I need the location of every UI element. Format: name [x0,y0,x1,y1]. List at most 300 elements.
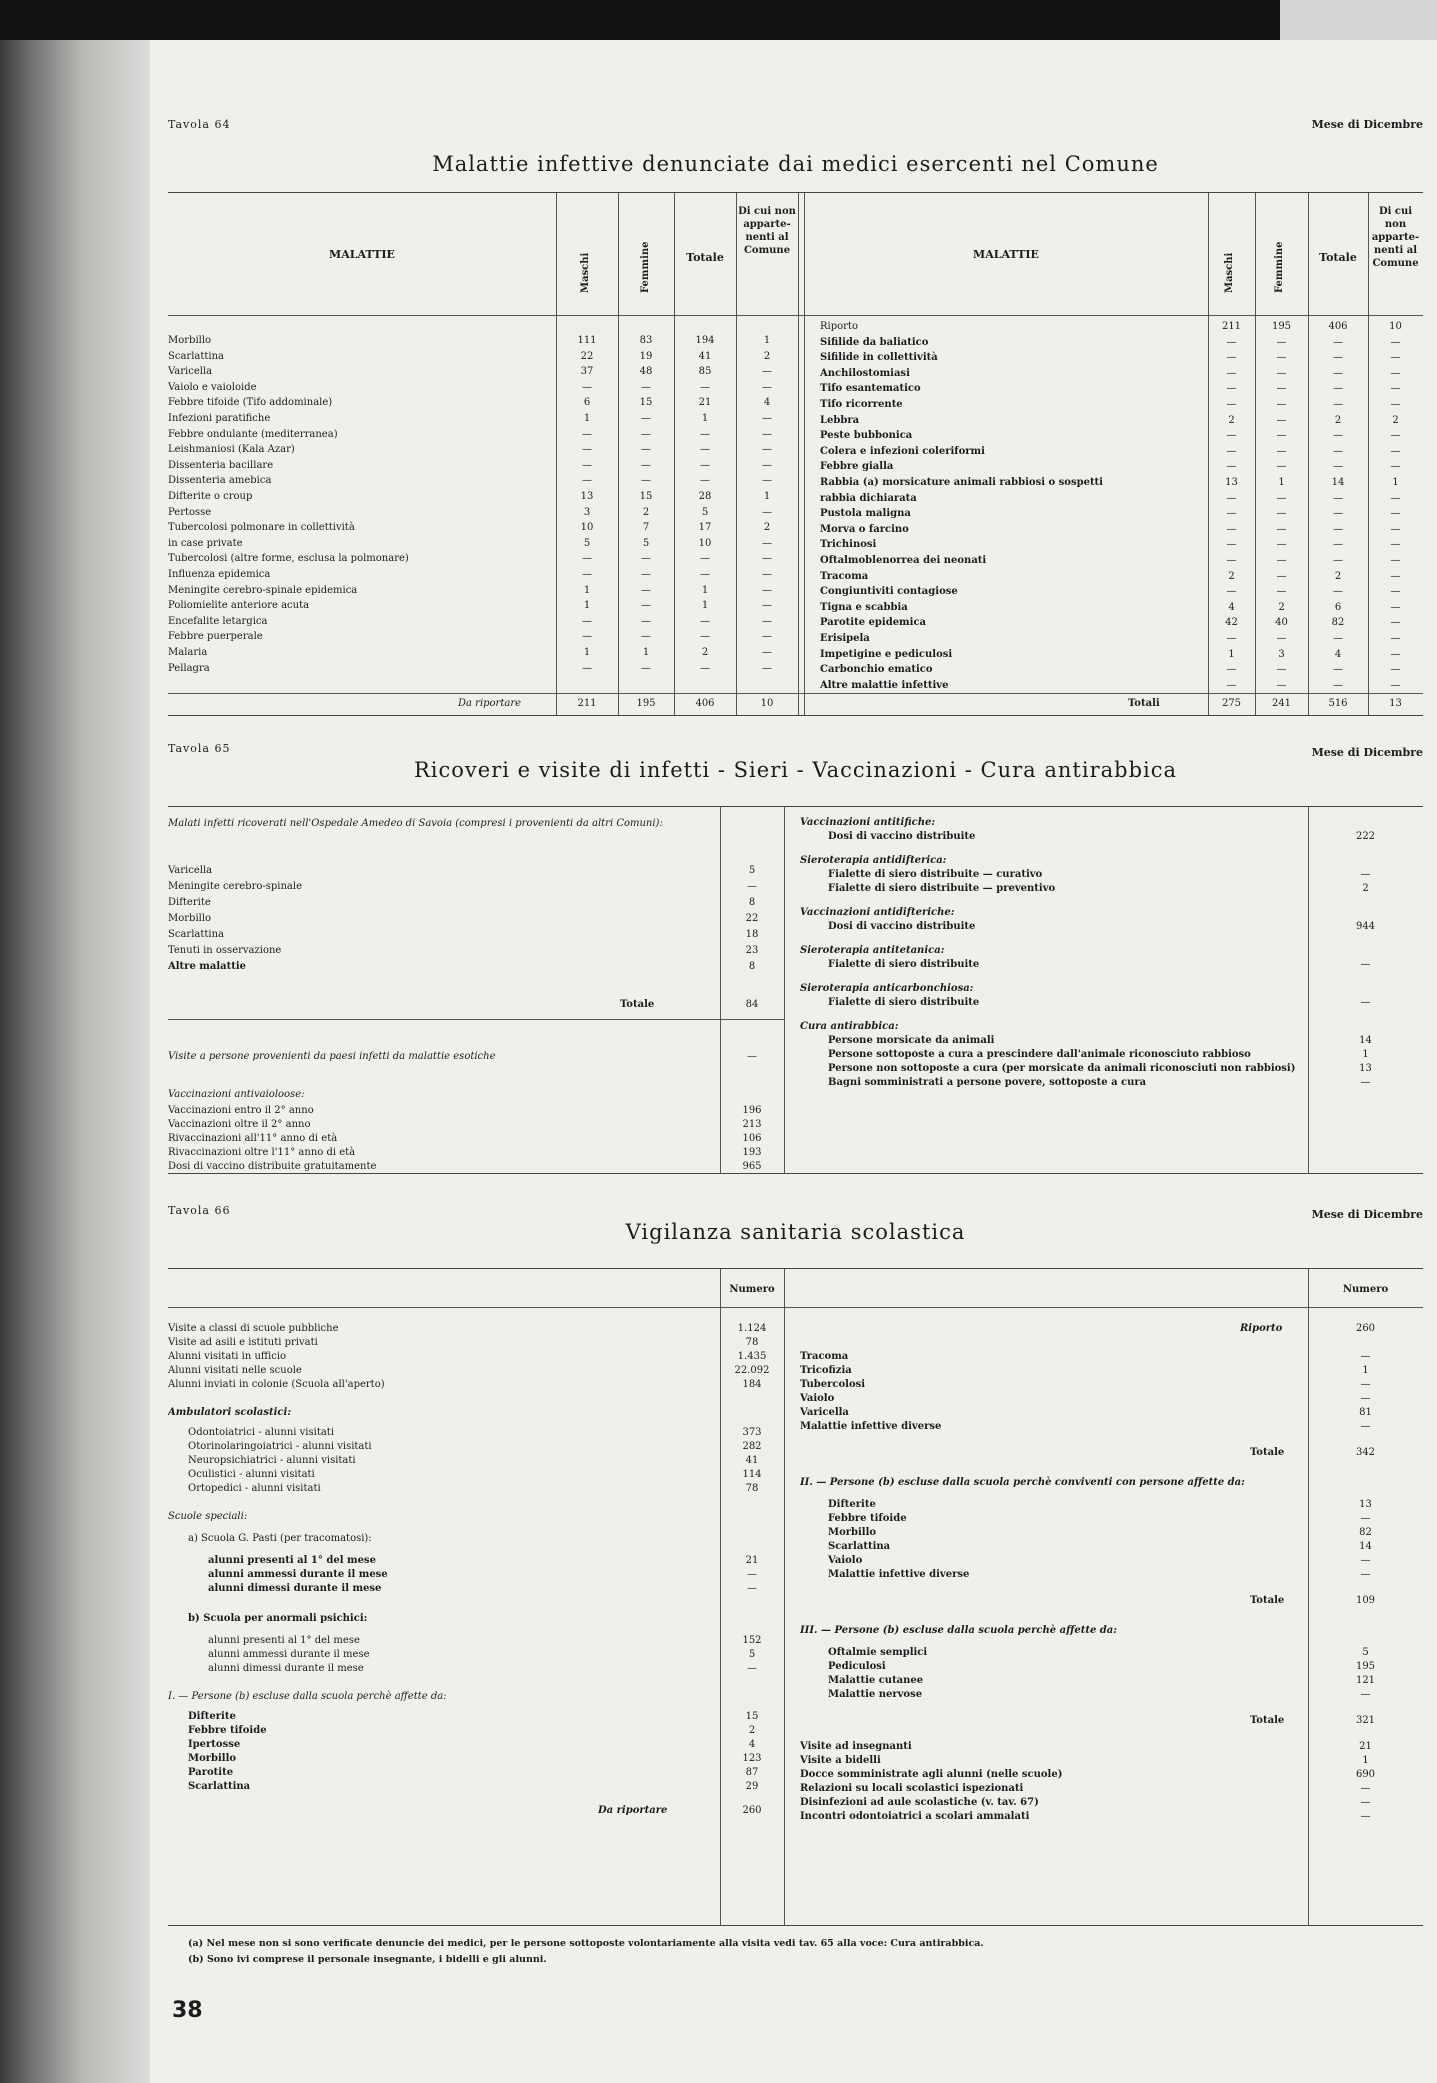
persone-escluse-heading: I. — Persone (b) escluse dalla scuola perchè affette da: [168,1691,447,1702]
cell-d: 2 [763,350,771,362]
cell-m: — [1226,367,1237,379]
numero-header-left: Numero [729,1284,775,1295]
right-row-label: Vaiolo [800,1393,835,1404]
school-row-label: Alunni visitati nelle scuole [168,1365,302,1376]
row-label: Peste bubbonica [820,430,913,442]
cell-f: — [1276,523,1287,535]
right-row-value: 5 [1362,1647,1369,1658]
row-label: Febbre puerperale [168,631,263,643]
right-total-f: 241 [1271,698,1292,709]
cell-f: 83 [639,335,653,346]
cell-d: — [1390,383,1401,395]
right-row-value: — [1360,1555,1371,1566]
cell-f: 2 [1278,601,1285,613]
right-block-row-value: 13 [1359,1063,1372,1074]
cell-m: 13 [580,491,594,502]
cell-m: 4 [1228,601,1235,613]
book-spine-shadow [0,40,150,2083]
footnote-a: (a) Nel mese non si sono verificate denuncie dei medici, per le persone sottoposte volontariamente alla visita vedi tav. 65 alla voce: Cura antirabbica. [188,1938,984,1949]
da-riportare-label: Da riportare [598,1805,668,1816]
row-label: Tubercolosi polmonare in collettività [168,522,355,534]
hospital-row-label: Tenuti in osservazione [168,945,282,956]
right-row-value: — [1360,1379,1371,1390]
cell-d: — [1390,336,1401,348]
cell-f: — [641,428,651,440]
cell-f: — [1276,336,1287,348]
persone-escluse-row-value: 123 [742,1753,762,1764]
right-row-value: 1 [1362,1365,1369,1376]
visite-value: — [747,1051,757,1062]
cell-t: — [1333,336,1343,348]
cell-d: — [762,537,772,549]
cell-d: — [1390,601,1401,613]
cell-d: 1 [763,491,771,502]
cell-t: — [1333,367,1343,379]
cell-t: — [700,459,710,471]
row-label: Dissenteria amebica [168,475,272,487]
cell-d: — [1390,664,1401,676]
row-label: Parotite epidemica [820,617,927,629]
scuola-anormali-row-value: — [747,1663,757,1674]
cell-f: — [1276,383,1287,395]
hospital-row-value: 8 [748,961,756,972]
cell-m: — [1226,352,1237,364]
cell-t: — [1333,586,1343,598]
header-totale-left: Totale [686,251,724,264]
cell-f: — [1276,352,1287,364]
row-label: Dissenteria bacillare [168,459,274,471]
row-label: Anchilostomiasi [820,367,910,379]
right-row-value: — [1360,1689,1371,1700]
right-row-value: — [1360,1351,1371,1362]
right-row-value: 14 [1359,1541,1372,1552]
right-row-value: 13 [1359,1499,1372,1510]
right-block-row-value: — [1360,1077,1371,1088]
cell-f: — [641,381,651,393]
header-dicui-right: Di cui non appartenenti al Comune [1371,206,1420,269]
right-block-row-label: Persone morsicate da animali [828,1035,995,1046]
riporto-label: Riporto [1240,1323,1283,1334]
cell-t: 4 [1334,648,1342,660]
cell-t: 21 [698,397,712,409]
row-label: Oftalmoblenorrea dei neonati [820,555,987,566]
row-label: Erisipela [820,633,870,644]
row-label: Malaria [168,647,208,658]
table-label-65: Tavola 65 [168,742,231,755]
right-block-row-value: — [1360,997,1371,1008]
cell-t: — [700,381,710,393]
cell-t: — [1333,679,1343,691]
total2-value: 109 [1355,1595,1376,1606]
scuola-pasti-row-value: — [747,1583,757,1594]
cell-m: — [1226,430,1237,442]
section-ii-heading: II. — Persone (b) escluse dalla scuola perchè conviventi con persone affette da: [800,1477,1245,1488]
title-66: Vigilanza sanitaria scolastica [625,1220,966,1244]
cell-t: 1 [701,413,709,424]
persone-escluse-row-value: 2 [748,1725,756,1736]
cell-f: 5 [642,537,650,549]
ambulatori-row-value: 373 [742,1427,762,1438]
row-label: Tigna e scabbia [820,601,908,613]
cell-d: — [762,600,772,612]
total1-value: 342 [1355,1447,1376,1458]
right-row-value: — [1360,1797,1371,1808]
cell-f: — [641,600,651,612]
row-label: Pertosse [168,506,212,518]
cell-m: — [1226,586,1237,598]
table-64 [168,192,1423,716]
cell-t: — [1333,352,1343,364]
school-row-value: 184 [742,1379,762,1390]
table-label-64: Tavola 64 [168,118,231,131]
row-label: Congiuntiviti contagiose [820,586,958,598]
header-maschi-left: Maschi [580,252,591,293]
cell-f: — [1276,399,1287,410]
cell-f: — [641,459,651,471]
header-totale-right: Totale [1319,251,1357,264]
cell-t: 41 [698,350,712,362]
right-block-row-label: Fialette di siero distribuite — preventivo [828,883,1056,894]
cell-t: 1 [701,584,709,596]
cell-f: — [1276,461,1287,473]
cell-f: 1 [1278,477,1285,488]
month-label-64: Mese di Dicembre [1311,118,1423,131]
cell-m: — [1226,508,1237,520]
cell-m: — [1226,399,1237,410]
right-row-value: — [1360,1421,1371,1432]
row-label: Trichinosi [820,539,877,551]
cell-d: — [1390,492,1401,504]
cell-f: — [1276,414,1287,426]
right-block-row-value: 14 [1359,1035,1372,1046]
cell-t: 10 [698,537,712,549]
persone-escluse-row-value: 4 [748,1739,756,1750]
row-label: in case private [168,537,243,549]
left-total-label: Da riportare [458,698,522,709]
vacc-row-label: Vaccinazioni entro il 2° anno [168,1105,314,1116]
cell-t: — [1333,461,1343,473]
row-label: Tifo esantematico [820,383,921,395]
cell-t: 5 [701,506,709,518]
scuola-pasti-heading: a) Scuola G. Pasti (per tracomatosi): [188,1533,372,1544]
persone-escluse-row-value: 29 [745,1781,759,1792]
row-label: Tifo ricorrente [820,399,903,410]
cell-d: — [1390,523,1401,535]
cell-f: 7 [642,522,650,534]
row-label: Lebbra [820,414,860,426]
row-label: Difterite o croup [168,491,253,502]
right-row-label: Morbillo [828,1527,877,1538]
cell-m: — [1226,679,1237,691]
cell-f: — [1276,367,1287,379]
cell-t: 28 [698,491,712,502]
right-block-row-label: Fialette di siero distribuite [828,997,980,1008]
cell-t: 194 [695,335,715,346]
month-label-66: Mese di Dicembre [1311,1208,1423,1221]
cell-d: — [1390,508,1401,520]
cell-t: 406 [1328,321,1348,332]
right-row-label: Malattie cutanee [828,1675,924,1686]
numero-header-right: Numero [1342,1284,1389,1295]
cell-d: — [762,553,772,565]
right-total-t: 516 [1328,698,1348,709]
cell-d: — [762,413,772,424]
cell-m: — [582,381,592,393]
school-row-value: 1.124 [737,1323,767,1334]
right-row-label: Relazioni su locali scolastici ispezionati [800,1783,1024,1794]
row-label: Febbre ondulante (mediterranea) [168,428,338,440]
cell-f: — [641,553,651,565]
row-label: Scarlattina [168,350,224,362]
row-label: Morva o farcino [820,523,909,535]
right-block-row-label: Bagni somministrati a persone povere, sottoposte a cura [828,1077,1147,1088]
persone-escluse-row-label: Morbillo [188,1753,237,1764]
scuola-pasti-row-value: 21 [745,1555,759,1566]
scuole-speciali-heading: Scuole speciali: [168,1511,248,1522]
cell-m: — [1226,523,1237,535]
cell-f: — [641,444,651,456]
cell-d: 4 [763,397,771,409]
title-64: Malattie infettive denunciate dai medici esercenti nel Comune [432,152,1159,176]
cell-t: 14 [1331,477,1345,488]
right-row-value: 81 [1359,1407,1372,1418]
cell-d: — [1390,399,1401,410]
right-row-label: Varicella [800,1407,849,1418]
cell-d: — [762,647,772,658]
right-row-label: Tricofizia [800,1365,852,1376]
cell-m: 211 [1221,321,1242,332]
row-label: Tubercolosi (altre forme, esclusa la polmonare) [168,553,409,565]
vacc-row-label: Rivaccinazioni oltre l'11° anno di età [168,1147,356,1158]
row-label: rabbia dichiarata [820,492,917,504]
cell-m: 3 [583,506,591,518]
hospital-row-value: 8 [748,897,756,908]
row-label: Meningite cerebro-spinale epidemica [168,584,358,596]
cell-f: — [641,569,651,580]
right-block-row-label: Dosi di vaccino distribuite [828,831,976,842]
school-row-value: 22.092 [734,1365,770,1376]
vacc-row-value: 213 [742,1119,762,1130]
school-row-label: Visite a classi di scuole pubbliche [168,1323,339,1334]
row-label: Febbre gialla [820,461,894,473]
right-row-label: Vaiolo [828,1555,863,1566]
scuola-anormali-row-label: alunni dimessi durante il mese [208,1663,364,1674]
cell-d: — [762,381,772,393]
cell-d: — [1390,633,1401,644]
cell-d: — [762,615,772,627]
right-row-label: Malattie infettive diverse [828,1569,970,1580]
right-total-m: 275 [1221,698,1242,709]
cell-t: — [1333,508,1343,520]
persone-escluse-row-label: Scarlattina [188,1781,251,1792]
right-block-heading: Sieroterapia antidifterica: [800,855,947,866]
cell-m: 5 [583,537,591,549]
cell-t: — [1333,523,1343,535]
cell-f: — [1276,679,1287,691]
row-label: Altre malattie infettive [820,679,949,691]
cell-d: 10 [1389,321,1402,332]
ambulatori-row-label: Ortopedici - alunni visitati [188,1483,321,1494]
cell-m: 10 [580,522,594,534]
cell-m: — [582,569,592,580]
row-label: Impetigine e pediculosi [820,648,953,660]
cell-t: 82 [1331,617,1345,629]
cell-d: 2 [763,522,771,534]
vacc-row-label: Vaccinazioni oltre il 2° anno [168,1119,311,1130]
cell-d: — [1390,539,1401,551]
scuola-pasti-row-label: alunni presenti al 1° del mese [208,1555,376,1566]
month-label-65: Mese di Dicembre [1311,746,1423,759]
cell-f: 19 [639,350,653,362]
cell-m: 111 [577,335,597,346]
cell-m: 22 [580,350,594,362]
row-label: Rabbia (a) morsicature animali rabbiosi o sospetti [820,477,1103,488]
row-label: Sifilide in collettività [820,352,938,364]
cell-m: — [1226,664,1237,676]
hospital-row-label: Scarlattina [168,929,224,940]
cell-f: — [1276,664,1287,676]
cell-m: — [1226,336,1237,348]
persone-escluse-row-label: Difterite [188,1711,236,1722]
vacc-row-label: Rivaccinazioni all'11° anno di età [168,1133,338,1144]
cell-d: — [1390,617,1401,629]
right-row-value: 121 [1355,1675,1376,1686]
row-label: Colera e infezioni coleriformi [820,445,985,457]
ambulatori-row-label: Odontoiatrici - alunni visitati [188,1427,335,1438]
header-femmine-left: Femmine [640,241,651,293]
row-label: Riporto [820,321,858,332]
total1-label: Totale [1250,1447,1285,1458]
cell-f: 1 [642,647,650,658]
persone-escluse-row-value: 15 [745,1711,759,1722]
hospital-row-value: 5 [748,865,756,876]
right-block-heading: Sieroterapia antitetanica: [800,945,945,956]
right-row-label: Malattie infettive diverse [800,1421,942,1432]
cell-f: — [1276,492,1287,504]
cell-f: — [1276,508,1287,520]
cell-f: 15 [639,397,653,409]
header-malattie-left: MALATTIE [329,248,395,261]
left-total-t: 406 [695,698,715,709]
cell-m: — [582,631,592,643]
cell-m: — [1226,445,1237,457]
row-label: Pustola maligna [820,508,911,520]
hospital-row-label: Difterite [168,897,211,908]
cell-f: — [1276,555,1287,566]
cell-t: 2 [1334,570,1342,582]
left-total-m: 211 [577,698,597,709]
right-row-label: Tracoma [800,1351,849,1362]
cell-m: 13 [1225,477,1238,488]
right-block-row-value: 2 [1362,883,1369,894]
right-block-row-value: 944 [1355,921,1376,932]
cell-f: — [1276,430,1287,442]
cell-m: 1 [583,413,591,424]
cell-d: 1 [1392,477,1399,488]
scuola-anormali-row-value: 5 [748,1649,756,1660]
cell-m: 1 [583,647,591,658]
vacc-row-value: 965 [742,1161,762,1172]
row-label: Infezioni paratifiche [168,413,271,424]
cell-f: — [1276,539,1287,551]
cell-d: — [762,428,772,440]
school-row-value: 78 [745,1337,759,1348]
right-row-value: — [1360,1811,1371,1822]
cell-f: 3 [1278,648,1285,660]
cell-t: 6 [1334,601,1342,613]
total3-label: Totale [1250,1715,1285,1726]
cell-d: — [1390,430,1401,442]
cell-m: — [1226,383,1237,395]
right-row-label: Scarlattina [828,1541,891,1552]
ambulatori-row-value: 41 [745,1455,759,1466]
cell-t: — [1333,430,1343,442]
da-riportare-value: 260 [742,1805,762,1816]
cell-t: — [1333,399,1343,410]
cell-t: — [1333,664,1343,676]
right-row-label: Pediculosi [828,1661,886,1672]
cell-t: — [700,553,710,565]
cell-d: — [762,366,772,378]
vacc-row-value: 106 [742,1133,762,1144]
cell-d: — [1390,555,1401,566]
hospital-row-value: 18 [745,929,759,940]
right-row-label: Incontri odontoiatrici a scolari ammalati [800,1811,1030,1822]
right-block-row-value: — [1360,869,1371,880]
right-row-label: Malattie nervose [828,1689,923,1700]
row-label: Encefalite letargica [168,615,268,627]
right-block-heading: Vaccinazioni antitifiche: [800,817,936,828]
right-row-label: Difterite [828,1499,876,1510]
left-total-value-65: 84 [745,999,759,1010]
row-label: Vaiolo e vaioloide [168,381,257,393]
scuola-anormali-row-label: alunni presenti al 1° del mese [208,1635,360,1646]
cell-f: — [1276,586,1287,598]
right-block-row-label: Persone non sottoposte a cura (per morsicate da animali riconosciuti non rabbiosi) [828,1063,1296,1074]
page-number: 38 [172,1998,203,2023]
persone-escluse-row-label: Ipertosse [188,1739,241,1750]
right-block-row-label: Persone sottoposte a cura a prescindere dall'animale riconosciuto rabbioso [828,1049,1251,1060]
visite-label: Visite a persone provenienti da paesi infetti da malattie esotiche [168,1051,496,1062]
header-dicui-left: Di cui non appartenenti al Comune [738,206,796,256]
cell-d: — [762,459,772,471]
cell-f: — [641,631,651,643]
right-row-value: 1 [1362,1755,1369,1766]
cell-f: — [641,413,651,424]
cell-t: — [700,444,710,456]
ambulatori-row-value: 114 [742,1469,762,1480]
cell-t: 17 [698,522,712,534]
cell-t: — [700,631,710,643]
row-label: Poliomielite anteriore acuta [168,600,310,612]
cell-t: — [1333,492,1343,504]
cell-t: — [700,615,710,627]
right-row-value: 195 [1355,1661,1376,1672]
right-row-label: Oftalmie semplici [828,1647,928,1658]
school-row-label: Alunni visitati in ufficio [168,1351,287,1362]
hospital-heading: Malati infetti ricoverati nell'Ospedale Amedeo di Savoia (compresi i provenienti da altri Comuni): [168,818,663,829]
cell-t: — [700,662,710,674]
right-row-value: — [1360,1513,1371,1524]
cell-d: — [1390,679,1401,691]
cell-m: — [582,615,592,627]
row-label: Tracoma [820,570,869,582]
persone-escluse-row-label: Parotite [188,1767,234,1778]
right-row-value: 21 [1359,1741,1372,1752]
cell-f: 40 [1275,617,1288,629]
hospital-row-label: Morbillo [168,913,212,924]
cell-d: — [762,444,772,456]
